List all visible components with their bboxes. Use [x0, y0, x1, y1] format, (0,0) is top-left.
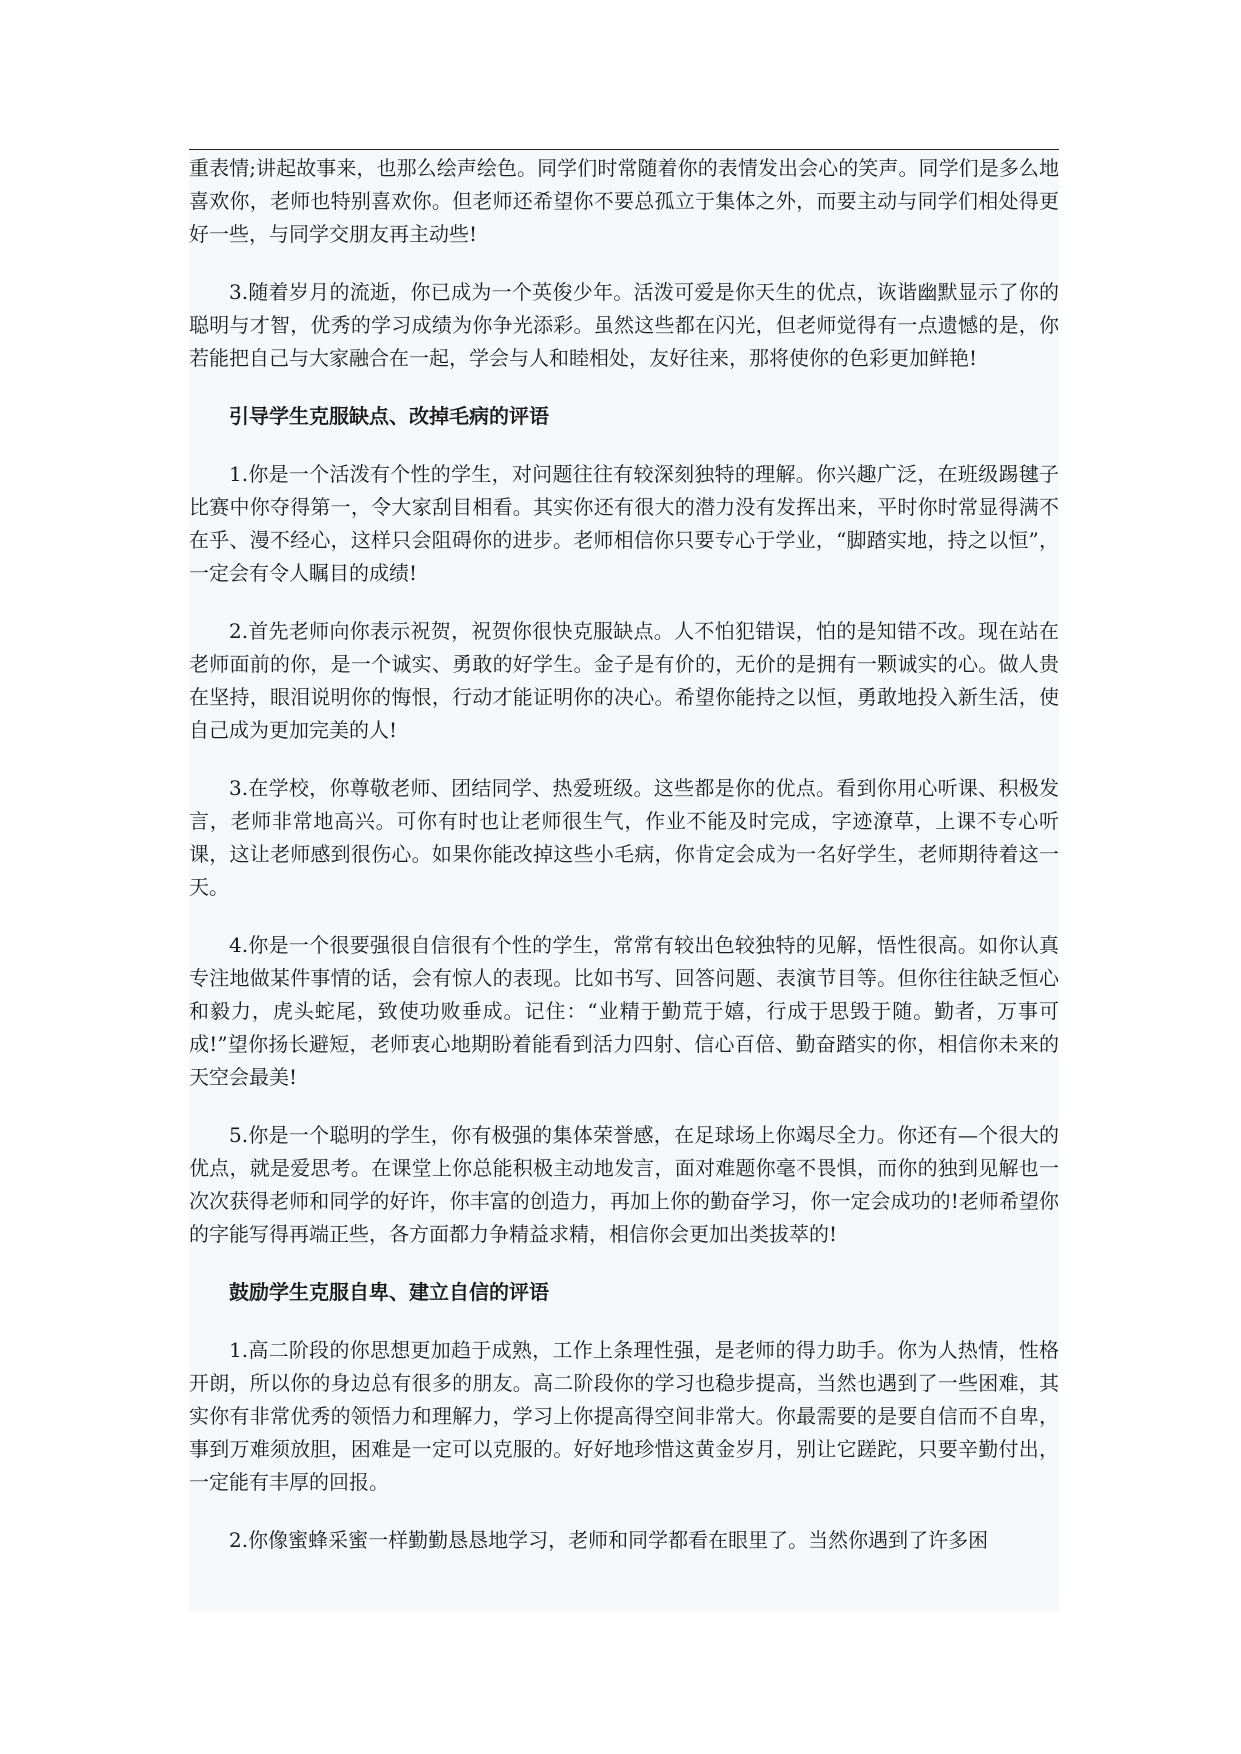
paragraph: 1.你是一个活泼有个性的学生，对问题往往有较深刻独特的理解。你兴趣广泛，在班级踢毽子比赛中你夺得第一，令大家刮目相看。其实你还有很大的潜力没有发挥出来，平时你时常显得满不在乎、漫不经心，这样只会阻碍你的进步。老师相信你只要专心于学业，“脚踏实地，持之以恒”，一定会有令人瞩目的成绩!	[189, 462, 1059, 585]
paragraph: 重表情;讲起故事来，也那么绘声绘色。同学们时常随着你的表情发出会心的笑声。同学们是多么地喜欢你，老师也特别喜欢你。但老师还希望你不要总孤立于集体之外，而要主动与同学们相处得更好一些，与同学交朋友再主动些!	[189, 156, 1059, 246]
section-heading: 引导学生克服缺点、改掉毛病的评语	[229, 404, 549, 428]
paragraph: 5.你是一个聪明的学生，你有极强的集体荣誉感，在足球场上你竭尽全力。你还有—个很大的优点，就是爱思考。在课堂上你总能积极主动地发言，面对难题你毫不畏惧，而你的独到见解也一次次获得老师和同学的好许，你丰富的创造力，再加上你的勤奋学习，你一定会成功的!老师希望你的字能写得再端正些，各方面都力争精益求精，相信你会更加出类拔萃的!	[189, 1123, 1059, 1246]
paragraph: 4.你是一个很要强很自信很有个性的学生，常常有较出色较独特的见解，悟性很高。如你认真专注地做某件事情的话，会有惊人的表现。比如书写、回答问题、表演节目等。但你往往缺乏恒心和毅力，虎头蛇尾，致使功败垂成。记住：“业精于勤荒于嬉，行成于思毁于随。勤者，万事可成!”望你扬长避短，老师衷心地期盼着能看到活力四射、信心百倍、勤奋踏实的你，相信你未来的天空会最美!	[189, 933, 1059, 1089]
section-heading: 鼓励学生克服自卑、建立自信的评语	[229, 1280, 549, 1304]
paragraph: 2.你像蜜蜂采蜜一样勤勤恳恳地学习，老师和同学都看在眼里了。当然你遇到了许多困	[229, 1528, 989, 1552]
paragraph: 2.首先老师向你表示祝贺，祝贺你很快克服缺点。人不怕犯错误，怕的是知错不改。现在站在老师面前的你，是一个诚实、勇敢的好学生。金子是有价的，无价的是拥有一颗诚实的心。做人贵在坚持，眼泪说明你的悔恨，行动才能证明你的决心。希望你能持之以恒，勇敢地投入新生活，使自己成为更加完美的人!	[189, 619, 1059, 742]
paragraph: 3.随着岁月的流逝，你已成为一个英俊少年。活泼可爱是你天生的优点，诙谐幽默显示了你的聪明与才智，优秀的学习成绩为你争光添彩。虽然这些都在闪光，但老师觉得有一点遗憾的是，你若能把自己与大家融合在一起，学会与人和睦相处，友好往来，那将使你的色彩更加鲜艳!	[189, 280, 1059, 370]
top-divider	[189, 149, 1059, 150]
paragraph: 3.在学校，你尊敬老师、团结同学、热爱班级。这些都是你的优点。看到你用心听课、积极发言，老师非常地高兴。可你有时也让老师很生气，作业不能及时完成，字迹潦草，上课不专心听课，这让老师感到很伤心。如果你能改掉这些小毛病，你肯定会成为一名好学生，老师期待着这一天。	[189, 776, 1059, 899]
document-body	[189, 152, 1059, 1582]
paragraph: 1.高二阶段的你思想更加趋于成熟，工作上条理性强，是老师的得力助手。你为人热情，性格开朗，所以你的身边总有很多的朋友。高二阶段你的学习也稳步提高，当然也遇到了一些困难，其实你有非常优秀的领悟力和理解力，学习上你提高得空间非常大。你最需要的是要自信而不自卑，事到万难须放胆，困难是一定可以克服的。好好地珍惜这黄金岁月，别让它蹉跎，只要辛勤付出，一定能有丰厚的回报。	[189, 1338, 1059, 1494]
